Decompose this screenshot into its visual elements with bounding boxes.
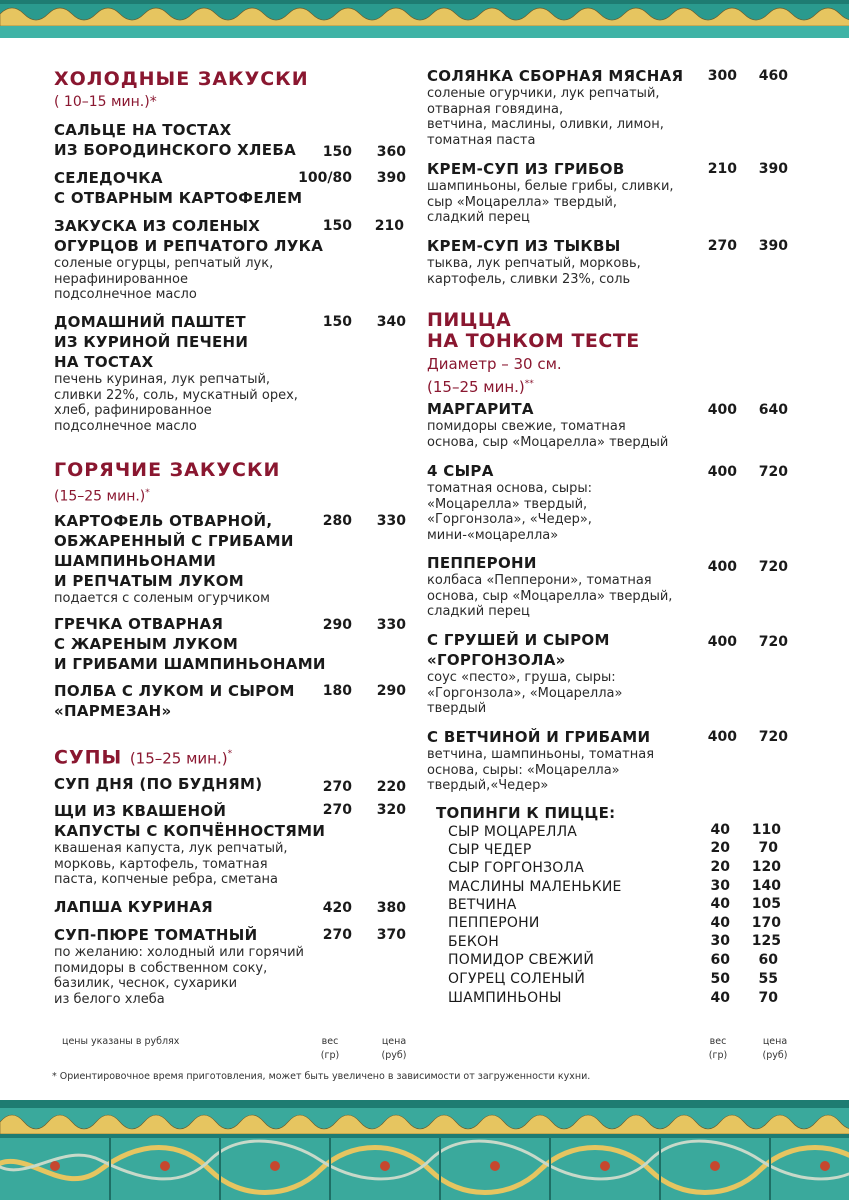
item-weight: 150 [322, 144, 352, 160]
topping-price: 170 [751, 915, 781, 931]
price-unit: (руб) [762, 1050, 788, 1061]
topping-price: 105 [751, 896, 781, 912]
item-description-line: «Горгонзола», «Чедер», [427, 512, 592, 527]
item-description-line: сладкий перец [427, 210, 530, 225]
menu-item [54, 168, 302, 208]
menu-item [427, 66, 683, 148]
item-description-line: подсолнечное масло [54, 418, 197, 434]
menu-item [427, 553, 672, 620]
item-description-line: мини-«моцарелла» [427, 527, 559, 543]
item-price: 380 [376, 900, 406, 916]
item-price: 220 [376, 779, 406, 795]
item-weight: 300 [707, 68, 737, 84]
item-description-line: отварная говядина, [427, 101, 564, 117]
topping-price: 120 [751, 859, 781, 875]
item-weight: 400 [707, 402, 737, 418]
menu-item [54, 216, 323, 303]
topping-price: 125 [751, 933, 781, 949]
topping-name: МАСЛИНЫ МАЛЕНЬКИЕ [448, 879, 622, 895]
item-description-line: хлеб, рафинированное [54, 403, 212, 418]
topping-name: БЕКОН [448, 934, 499, 950]
item-name-line: С ОТВАРНЫМ КАРТОФЕЛЕМ [54, 189, 303, 207]
item-description-line: сливки 22%, соль, мускатный орех, [54, 387, 298, 403]
item-price: 460 [758, 68, 788, 84]
item-price: 720 [758, 464, 788, 480]
item-name-line: СЕЛЕДОЧКА [54, 169, 163, 187]
item-name-line: ИЗ БОРОДИНСКОГО ХЛЕБА [54, 141, 296, 159]
item-description-line: шампиньоны, белые грибы, сливки, [427, 179, 674, 194]
topping-weight: 30 [710, 878, 730, 894]
section-time-cold: ( 10–15 мин.)* [54, 94, 157, 110]
item-description-line: картофель, сливки 23%, соль [427, 271, 631, 287]
item-price: 370 [376, 927, 406, 943]
item-weight: 270 [322, 802, 352, 818]
topping-price: 55 [758, 971, 778, 987]
item-weight: 150 [322, 218, 352, 234]
item-name-line: ЛАПША КУРИНАЯ [54, 898, 213, 916]
weight-column-label [702, 1035, 734, 1063]
item-description-line: сладкий перец [427, 604, 530, 619]
item-description-line: колбаса «Пепперони», томатная [427, 573, 652, 588]
topping-name: ВЕТЧИНА [448, 897, 517, 913]
price-label: цена [762, 1036, 788, 1047]
topping-price: 70 [758, 990, 778, 1006]
item-name-line: НА ТОСТАХ [54, 353, 154, 371]
item-weight: 400 [707, 729, 737, 745]
menu-item [427, 236, 641, 287]
item-description-line: печень куриная, лук репчатый, [54, 372, 271, 387]
topping-weight: 50 [710, 971, 730, 987]
item-name-line: И ГРИБАМИ ШАМПИНЬОНАМИ [54, 655, 326, 673]
weight-unit: (гр) [320, 1050, 340, 1061]
item-description-line: помидоры в собственном соку, [54, 960, 268, 976]
item-description-line: из белого хлеба [54, 991, 165, 1007]
item-description-line: тыква, лук репчатый, морковь, [427, 256, 641, 271]
menu-item [54, 925, 304, 1007]
decorative-tile-border-bottom [0, 1100, 849, 1200]
item-name-line: 4 СЫРА [427, 462, 494, 480]
item-name-line: ПЕППЕРОНИ [427, 554, 537, 572]
item-description-line: морковь, картофель, томатная [54, 856, 268, 872]
footnote-mark: * [227, 749, 234, 759]
item-name-line: С ЖАРЕНЫМ ЛУКОМ [54, 635, 239, 653]
currency-note: цены указаны в рублях [62, 1036, 180, 1047]
topping-price: 140 [751, 878, 781, 894]
menu-item [54, 120, 296, 160]
item-description-line: нерафинированное [54, 271, 189, 287]
menu-item [54, 774, 262, 794]
item-weight: 400 [707, 559, 737, 575]
item-name-line: ОГУРЦОВ И РЕПЧАТОГО ЛУКА [54, 237, 324, 255]
item-name-line: ГРЕЧКА ОТВАРНАЯ [54, 615, 224, 633]
item-description-line: соус «песто», груша, сыры: [427, 670, 616, 685]
item-weight: 400 [707, 464, 737, 480]
item-price: 340 [376, 314, 406, 330]
footnote-mark: * [145, 488, 150, 498]
item-weight: 150 [322, 314, 352, 330]
item-name-line: МАРГАРИТА [427, 400, 534, 418]
item-description-line: «Моцарелла» твердый, [427, 496, 588, 512]
item-name-line: СОЛЯНКА СБОРНАЯ МЯСНАЯ [427, 67, 684, 85]
item-name-line: ЗАКУСКА ИЗ СОЛЕНЫХ [54, 217, 261, 235]
item-description-line: основа, сыр «Моцарелла» твердый, [427, 588, 673, 604]
item-weight: 270 [322, 927, 352, 943]
item-price: 390 [376, 170, 406, 186]
menu-item [427, 399, 668, 450]
item-name-line: ИЗ КУРИНОЙ ПЕЧЕНИ [54, 333, 249, 351]
topping-weight: 20 [710, 859, 730, 875]
time-text: (15–25 мин.) [54, 488, 146, 505]
item-description-line: ветчина, шампиньоны, томатная [427, 747, 655, 762]
item-description-line: сыр «Моцарелла» твердый, [427, 194, 617, 210]
item-weight: 420 [322, 900, 352, 916]
item-description-line: паста, копченые ребра, сметана [54, 872, 279, 887]
decorative-tile-border-top [0, 0, 849, 38]
item-description-line: подается с соленым огурчиком [54, 591, 270, 606]
topping-name: ПЕППЕРОНИ [448, 915, 540, 931]
menu-item [427, 727, 654, 794]
item-price: 330 [376, 513, 406, 529]
item-name-line: С ВЕТЧИНОЙ И ГРИБАМИ [427, 728, 651, 746]
menu-item [54, 801, 325, 888]
item-price: 330 [376, 617, 406, 633]
item-price: 390 [758, 161, 788, 177]
section-time-pizza [427, 375, 534, 396]
section-title-text: СУПЫ [54, 746, 123, 769]
item-price: 360 [376, 144, 406, 160]
topping-weight: 40 [710, 990, 730, 1006]
item-price: 720 [758, 729, 788, 745]
item-name-line: С ГРУШЕЙ И СЫРОМ [427, 631, 610, 649]
section-title-hot: ГОРЯЧИЕ ЗАКУСКИ [54, 459, 281, 481]
section-time-soups: (15–25 мин.) [129, 749, 228, 768]
menu-item [54, 614, 326, 674]
menu-item [54, 511, 294, 607]
item-description-line: томатная паста [427, 132, 536, 148]
item-name-line: ДОМАШНИЙ ПАШТЕТ [54, 313, 246, 331]
section-title-soups [54, 743, 233, 769]
item-weight: 210 [707, 161, 737, 177]
price-column-label [374, 1035, 414, 1063]
section-title-pizza: ПИЦЦА [427, 309, 512, 331]
price-label: цена [381, 1036, 407, 1047]
weight-label: вес [321, 1036, 339, 1047]
item-name-line: СУП-ПЮРЕ ТОМАТНЫЙ [54, 926, 258, 944]
section-time-hot [54, 484, 150, 506]
section-title-cold: ХОЛОДНЫЕ ЗАКУСКИ [54, 68, 309, 90]
price-unit: (руб) [381, 1050, 407, 1061]
topping-name: СЫР МОЦАРЕЛЛА [448, 824, 578, 840]
item-weight: 100/80 [298, 170, 352, 186]
item-weight: 280 [322, 513, 352, 529]
weight-unit: (гр) [708, 1050, 728, 1061]
item-description-line: основа, сыры: «Моцарелла» [427, 762, 620, 778]
weight-label: вес [709, 1036, 727, 1047]
weight-column-label [314, 1035, 346, 1063]
footnote-mark: ** [524, 379, 534, 389]
topping-weight: 20 [710, 840, 730, 856]
item-name-line: ОБЖАРЕННЫЙ С ГРИБАМИ [54, 532, 294, 550]
topping-weight: 40 [710, 915, 730, 931]
item-name-line: КАПУСТЫ С КОПЧЁННОСТЯМИ [54, 822, 326, 840]
item-description-line: основа, сыр «Моцарелла» твердый [427, 434, 669, 450]
toppings-title: ТОПИНГИ К ПИЦЦЕ: [436, 804, 616, 822]
item-name-line: «ГОРГОНЗОЛА» [427, 651, 566, 669]
item-name-line: ПОЛБА С ЛУКОМ И СЫРОМ [54, 682, 295, 700]
item-description-line: ветчина, маслины, оливки, лимон, [427, 117, 664, 132]
topping-name: ОГУРЕЦ СОЛЕНЫЙ [448, 971, 586, 987]
topping-name: СЫР ГОРГОНЗОЛА [448, 860, 585, 876]
topping-weight: 30 [710, 933, 730, 949]
topping-weight: 40 [710, 896, 730, 912]
item-description-line: по желанию: холодный или горячий [54, 945, 304, 960]
item-name-line: «ПАРМЕЗАН» [54, 702, 172, 720]
item-name-line: И РЕПЧАТЫМ ЛУКОМ [54, 572, 244, 590]
item-description-line: соленые огурцы, репчатый лук, [54, 256, 274, 271]
item-weight: 290 [322, 617, 352, 633]
item-price: 210 [374, 218, 404, 234]
item-weight: 400 [707, 634, 737, 650]
item-description-line: твердый [427, 701, 487, 716]
item-description-line: «Горгонзола», «Моцарелла» [427, 685, 623, 701]
item-description-line: томатная основа, сыры: [427, 481, 593, 496]
item-price: 290 [376, 683, 406, 699]
item-description-line: квашеная капуста, лук репчатый, [54, 841, 288, 856]
item-price: 720 [758, 559, 788, 575]
item-price: 390 [758, 238, 788, 254]
menu-item [427, 461, 592, 543]
item-name-line: ЩИ ИЗ КВАШЕНОЙ [54, 802, 227, 820]
time-text: (15–25 мин.) [427, 378, 525, 396]
item-name-line: КАРТОФЕЛЬ ОТВАРНОЙ, [54, 512, 273, 530]
item-name-line: КРЕМ-СУП ИЗ ГРИБОВ [427, 160, 625, 178]
footnote: * Ориентировочное время приготовления, может быть увеличено в зависимости от загруженности кухни. [52, 1071, 591, 1082]
menu-item [54, 681, 295, 721]
topping-price: 70 [758, 840, 778, 856]
topping-name: ШАМПИНЬОНЫ [448, 990, 562, 1006]
topping-name: ПОМИДОР СВЕЖИЙ [448, 952, 594, 968]
menu-item [54, 312, 298, 434]
section-title-pizza-line2: НА ТОНКОМ ТЕСТЕ [427, 330, 640, 352]
item-description-line: твердый,«Чедер» [427, 778, 549, 793]
menu-item [427, 159, 674, 226]
item-weight: 270 [707, 238, 737, 254]
pizza-diameter: Диаметр – 30 см. [427, 355, 562, 373]
item-price: 720 [758, 634, 788, 650]
topping-weight: 60 [710, 952, 730, 968]
topping-weight: 40 [710, 822, 730, 838]
item-description-line: соленые огурчики, лук репчатый, [427, 86, 660, 101]
item-description-line: помидоры свежие, томатная [427, 419, 626, 434]
item-name-line: КРЕМ-СУП ИЗ ТЫКВЫ [427, 237, 621, 255]
item-price: 320 [376, 802, 406, 818]
topping-price: 60 [758, 952, 778, 968]
item-description-line: подсолнечное масло [54, 287, 197, 302]
item-name-line: СУП ДНЯ (ПО БУДНЯМ) [54, 775, 263, 793]
price-column-label [755, 1035, 795, 1063]
menu-item [54, 897, 213, 917]
item-description-line: базилик, чеснок, сухарики [54, 976, 238, 991]
topping-price: 110 [751, 822, 781, 838]
menu-item [427, 630, 622, 717]
topping-name: СЫР ЧЕДЕР [448, 842, 532, 858]
item-weight: 270 [322, 779, 352, 795]
item-price: 640 [758, 402, 788, 418]
item-name-line: ШАМПИНЬОНАМИ [54, 552, 217, 570]
item-weight: 180 [322, 683, 352, 699]
item-name-line: САЛЬЦЕ НА ТОСТАХ [54, 121, 232, 139]
